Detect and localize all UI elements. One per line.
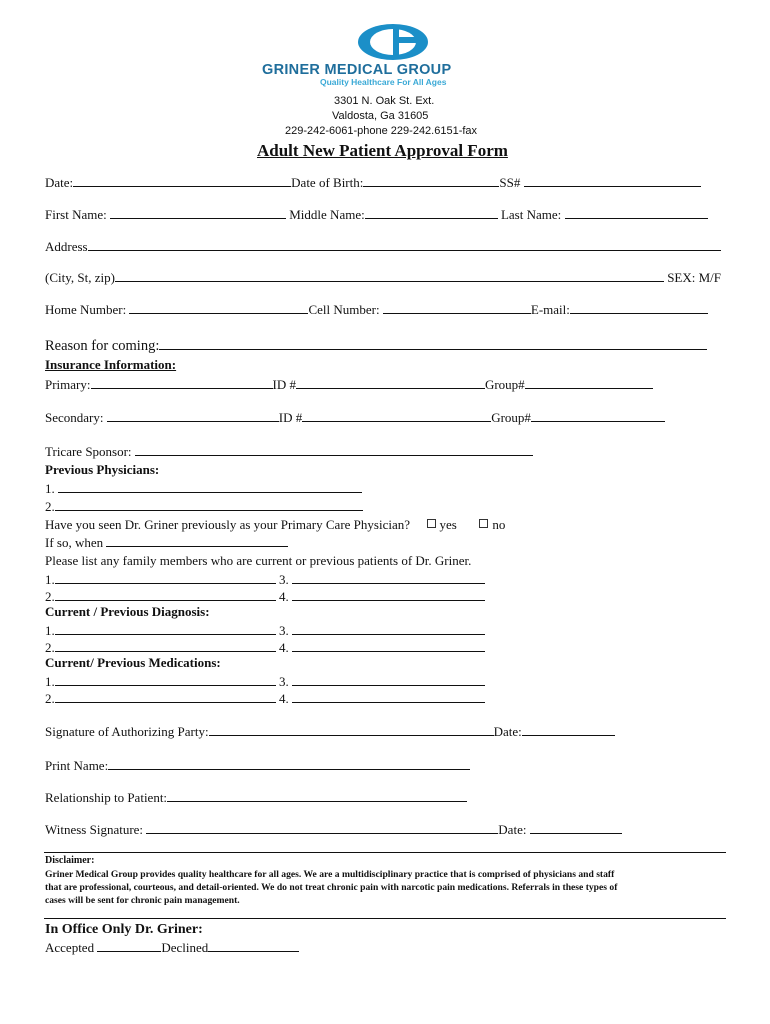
witness-date-label: Date: <box>498 822 527 837</box>
medication-3-label: 3. <box>279 674 289 689</box>
phone-fax: 229-242-6061-phone 229-242.6151-fax <box>285 125 478 137</box>
logo <box>357 23 429 61</box>
family-3-label: 3. <box>279 572 289 587</box>
witness-signature-field[interactable] <box>146 822 498 834</box>
primary-id-label: ID # <box>272 377 296 392</box>
disclaimer-top-rule <box>44 852 726 853</box>
middle-name-field[interactable] <box>365 207 498 219</box>
secondary-id-field[interactable] <box>302 410 491 422</box>
tricare-field[interactable] <box>135 444 533 456</box>
physician-2-field[interactable] <box>55 499 363 511</box>
address-field[interactable] <box>88 239 721 251</box>
witness-date-field[interactable] <box>530 822 622 834</box>
physician-2-label: 2. <box>45 499 55 514</box>
authorizing-signature-field[interactable] <box>209 724 494 736</box>
no-checkbox[interactable] <box>479 519 488 528</box>
diagnosis-heading: Current / Previous Diagnosis: <box>45 604 210 619</box>
diagnosis-4-label: 4. <box>279 640 289 655</box>
first-name-label: First Name: <box>45 207 107 222</box>
cell-number-field[interactable] <box>383 302 531 314</box>
ss-field[interactable] <box>524 175 701 187</box>
diagnosis-3-field[interactable] <box>292 623 485 635</box>
medication-4-label: 4. <box>279 691 289 706</box>
logo-icon <box>357 23 429 61</box>
disclaimer-line-1: Griner Medical Group provides quality healthcare for all ages. We are a multidisciplinary practice that is comprised of physicians and staff <box>45 869 615 880</box>
declined-label: Declined <box>161 940 209 955</box>
diagnosis-1-label: 1. <box>45 623 55 638</box>
family-1-label: 1. <box>45 572 55 587</box>
diagnosis-2-label: 2. <box>45 640 55 655</box>
primary-id-field[interactable] <box>296 377 485 389</box>
address-line-2: Valdosta, Ga 31605 <box>332 110 429 122</box>
date-label: Date: <box>45 175 74 190</box>
print-name-label: Print Name: <box>45 758 109 773</box>
medication-3-field[interactable] <box>292 674 485 686</box>
office-heading: In Office Only Dr. Griner: <box>45 922 203 937</box>
yes-checkbox[interactable] <box>427 519 436 528</box>
tricare-label: Tricare Sponsor: <box>45 444 132 459</box>
first-name-field[interactable] <box>110 207 286 219</box>
medication-4-field[interactable] <box>292 691 485 703</box>
physician-1-label: 1. <box>45 481 55 496</box>
insurance-heading: Insurance Information: <box>45 357 177 372</box>
secondary-id-label: ID # <box>278 410 303 425</box>
witness-signature-label: Witness Signature: <box>45 822 144 837</box>
medication-2-label: 2. <box>45 691 55 706</box>
primary-label: Primary: <box>45 377 91 392</box>
no-label: no <box>492 517 506 532</box>
reason-label: Reason for coming: <box>45 338 160 354</box>
pcp-question: Have you seen Dr. Griner previously as your Primary Care Physician? <box>45 517 410 532</box>
print-name-field[interactable] <box>108 758 470 770</box>
date-field[interactable] <box>73 175 291 187</box>
accepted-label: Accepted <box>45 940 95 955</box>
secondary-group-label: Group# <box>491 410 531 425</box>
last-name-label: Last Name: <box>500 207 562 222</box>
ss-label: SS# <box>499 175 521 190</box>
home-number-field[interactable] <box>129 302 308 314</box>
relationship-field[interactable] <box>167 790 467 802</box>
family-2-label: 2. <box>45 589 55 604</box>
email-label: E-mail: <box>530 302 570 317</box>
primary-field[interactable] <box>91 377 273 389</box>
family-2-field[interactable] <box>55 589 276 601</box>
dob-label: Date of Birth: <box>291 175 364 190</box>
diagnosis-3-label: 3. <box>279 623 289 638</box>
diagnosis-2-field[interactable] <box>55 640 276 652</box>
accepted-field[interactable] <box>97 940 161 952</box>
disclaimer-heading: Disclaimer: <box>45 855 95 866</box>
disclaimer-line-3: cases will be sent for chronic pain management. <box>45 895 240 906</box>
primary-group-field[interactable] <box>525 377 653 389</box>
physician-1-field[interactable] <box>58 481 362 493</box>
diagnosis-1-field[interactable] <box>55 623 276 635</box>
relationship-label: Relationship to Patient: <box>45 790 168 805</box>
medication-1-field[interactable] <box>55 674 276 686</box>
family-3-field[interactable] <box>292 572 485 584</box>
primary-group-label: Group# <box>484 377 525 392</box>
medications-heading: Current/ Previous Medications: <box>45 655 221 670</box>
authorizing-date-label: Date: <box>493 724 522 739</box>
address-line-1: 3301 N. Oak St. Ext. <box>334 95 435 107</box>
disclaimer-line-2: that are professional, courteous, and detail-oriented. We do not treat chronic pain with narcotic pain medications. Referrals in these types of <box>45 882 618 893</box>
org-name: GRINER MEDICAL GROUP <box>262 62 452 78</box>
family-4-field[interactable] <box>292 589 485 601</box>
physicians-heading: Previous Physicians: <box>45 462 160 477</box>
dob-field[interactable] <box>363 175 499 187</box>
authorizing-date-field[interactable] <box>522 724 615 736</box>
family-prompt: Please list any family members who are current or previous patients of Dr. Griner. <box>45 553 472 568</box>
email-field[interactable] <box>570 302 708 314</box>
secondary-group-field[interactable] <box>531 410 665 422</box>
address-label: Address <box>45 239 88 254</box>
form-title: Adult New Patient Approval Form <box>257 141 508 160</box>
medication-2-field[interactable] <box>55 691 276 703</box>
authorizing-signature-label: Signature of Authorizing Party: <box>45 724 209 739</box>
family-1-field[interactable] <box>55 572 276 584</box>
tagline: Quality Healthcare For All Ages <box>320 77 447 87</box>
sex-label: SEX: M/F <box>667 270 722 285</box>
disclaimer-bottom-rule <box>44 918 726 919</box>
if-so-field[interactable] <box>106 535 288 547</box>
yes-label: yes <box>439 517 457 532</box>
city-field[interactable] <box>115 270 664 282</box>
cell-number-label: Cell Number: <box>308 302 380 317</box>
reason-field[interactable] <box>159 337 707 350</box>
city-label: (City, St, zip) <box>45 270 115 285</box>
declined-field[interactable] <box>208 940 299 952</box>
medication-1-label: 1. <box>45 674 55 689</box>
secondary-label: Secondary: <box>45 410 104 425</box>
if-so-label: If so, when <box>45 535 104 550</box>
diagnosis-4-field[interactable] <box>292 640 485 652</box>
home-number-label: Home Number: <box>45 302 127 317</box>
last-name-field[interactable] <box>565 207 708 219</box>
family-4-label: 4. <box>279 589 289 604</box>
secondary-field[interactable] <box>107 410 279 422</box>
middle-name-label: Middle Name: <box>289 207 365 222</box>
